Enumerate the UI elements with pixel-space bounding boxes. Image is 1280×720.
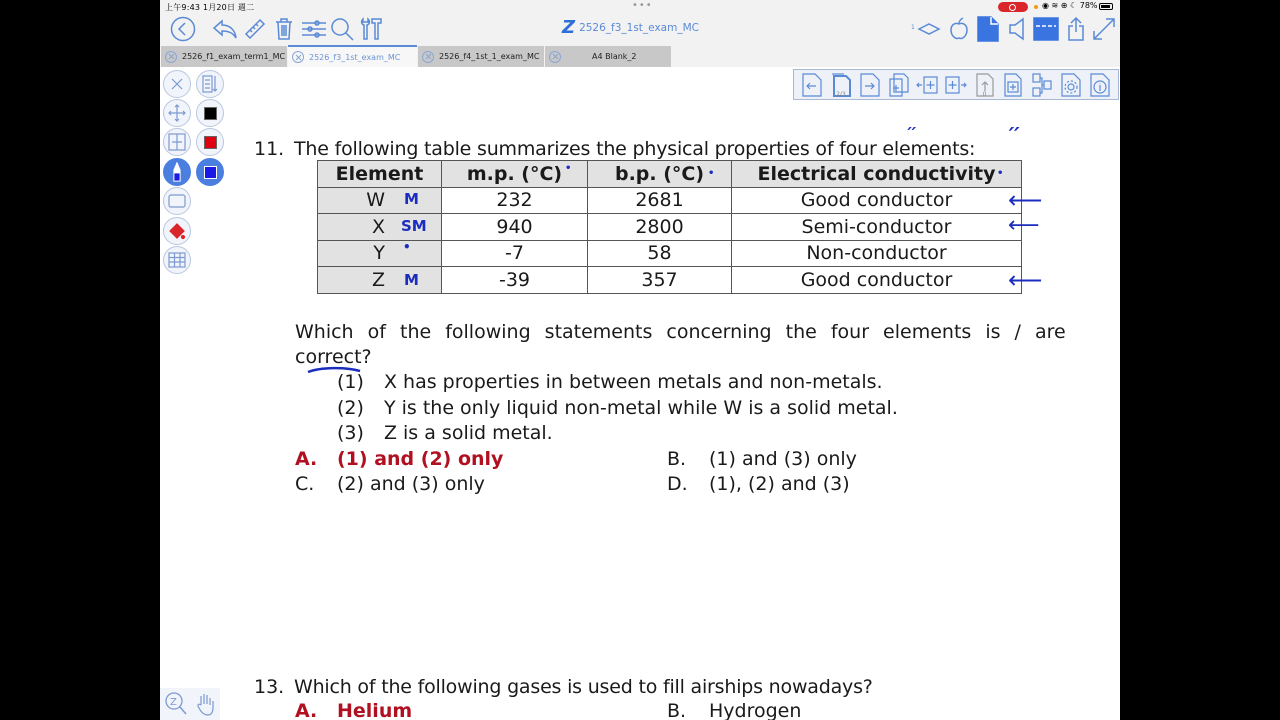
cell-mp: 232 [442,187,588,214]
pen-icon [171,162,183,182]
option-label: B. [667,448,687,470]
close-icon [171,78,183,90]
option-text: Hydrogen [709,700,802,720]
option-label: D. [667,473,688,495]
search-button[interactable] [329,16,355,42]
tools-button[interactable] [359,16,383,42]
ink-arrow: ⟵ [1008,186,1043,214]
option-text: (1) and (3) only [709,448,857,470]
q13-option-a-correct [295,700,412,720]
fill-tool-button[interactable] [163,217,191,245]
question-11-stem-line2: correct? [295,346,372,368]
share-icon [1067,16,1085,42]
undo-button[interactable] [211,16,239,42]
header-element: Element [318,161,442,188]
cell-mp: -39 [442,267,588,294]
color-black-button[interactable] [196,99,224,127]
q13-option-b [667,700,801,720]
option-text: (1), (2) and (3) [709,473,850,495]
apple-button[interactable] [948,16,970,42]
option-label: A. [295,448,318,470]
statement-3 [337,422,553,444]
battery-icon [1099,3,1113,10]
page-scroll-button[interactable] [196,70,224,98]
table-tool-button[interactable] [163,246,191,274]
insert-after-icon [945,73,967,97]
share-button[interactable] [1066,16,1086,42]
expand-button[interactable] [1092,16,1116,42]
page-tools-bar [793,69,1119,100]
close-tab-icon[interactable] [292,51,304,63]
cell-conductivity: Good conductor [732,187,1022,214]
ink-note-y: • [403,240,411,254]
hand-pan-icon[interactable] [195,691,217,717]
ink-note-z: M [404,271,419,289]
next-page-icon [859,73,881,97]
question-13-text: Which of the following gases is used to fill airships nowadays? [294,676,873,698]
move-tool-button[interactable] [163,99,191,127]
ink-dot: • [565,163,572,174]
back-icon [170,16,196,42]
page-info-icon [1089,73,1111,97]
page-settings-icon [1060,73,1082,97]
page-info-button[interactable] [1089,73,1111,97]
document-tabs [160,45,1120,67]
page-settings-button[interactable] [1060,73,1082,97]
system-status-icons: ◉ ≋ ⊕ ☾ 78% [1042,1,1098,10]
statement-number: (2) [337,397,364,419]
color-red-button[interactable] [196,128,224,156]
expand-icon [1092,17,1116,41]
split-view-button[interactable] [163,128,191,156]
tab-2526-f3-1st-exam-mc[interactable] [288,45,417,67]
page-scroll-icon [202,75,218,93]
statement-number: (1) [337,371,364,393]
ink-note-x: SM [401,217,427,235]
trash-button[interactable] [273,16,295,42]
close-palette-button[interactable] [163,70,191,98]
cell-bp: 58 [588,240,732,267]
page-indicator: 1 [911,24,915,31]
multitask-dots[interactable]: ••• [632,0,653,11]
status-bar [160,0,1120,14]
insert-count: 0 [982,90,987,98]
cell-mp: -7 [442,240,588,267]
layout-icon [1033,17,1059,41]
back-button[interactable] [169,16,197,42]
table-row [318,267,1022,294]
close-tab-icon[interactable] [422,51,434,63]
prev-page-button[interactable] [801,73,823,97]
close-tab-icon[interactable] [549,51,561,63]
cell-bp: 357 [588,267,732,294]
option-label: C. [295,473,315,495]
question-11-text: The following table summarizes the physical properties of four elements: [294,138,976,160]
tab-label: 2526_f1_exam_term1_MC [182,52,286,61]
add-page-icon [888,73,910,97]
cell-element: X [318,214,442,241]
insert-after-button[interactable] [945,73,967,97]
ink-note-w: M [404,190,419,208]
pen-tool-button[interactable] [163,158,191,186]
cell-bp: 2681 [588,187,732,214]
split-view-icon [168,133,186,151]
table-header-row [318,161,1022,188]
ipad-screen [160,0,1120,720]
new-page-button[interactable] [1002,73,1024,97]
page-count: 2/3 [836,90,846,98]
rectangle-icon [168,194,186,208]
import-page-button[interactable] [974,73,996,97]
main-toolbar [160,14,1120,45]
new-page-icon [1002,73,1024,97]
table-row [318,187,1022,214]
color-blue-button[interactable] [196,158,224,186]
tab-2526-f1-exam-term1-mc[interactable] [161,46,287,67]
bottom-tools [160,688,220,720]
status-time-date: 上午9:43 1月20日 週二 [165,3,255,12]
option-text: (1) and (2) only [337,448,504,470]
option-d [667,473,850,495]
close-tab-icon[interactable] [165,51,177,63]
layout-button[interactable] [1032,16,1060,42]
option-label: A. [295,700,318,720]
shape-tool-button[interactable] [163,187,191,215]
cell-conductivity: Good conductor [732,267,1022,294]
search-icon [329,16,355,42]
app-logo: Z [562,17,576,38]
paint-bucket-icon [168,222,186,240]
cell-conductivity: Non-conductor [732,240,1022,267]
eraser-icon [917,22,941,36]
ink-dot: • [997,168,1004,179]
ink-dot: • [708,168,715,179]
tools-icon [359,16,383,42]
svg-text:Z: Z [169,697,177,708]
document-button[interactable] [975,16,1001,42]
document-icon [976,16,1000,42]
trash-icon [274,17,294,41]
color-red-swatch [204,136,217,149]
option-label: B. [667,700,687,720]
cell-bp: 2800 [588,214,732,241]
statement-2 [337,397,898,419]
tab-label: A4 Blank_2 [592,52,637,61]
header-bp: b.p. (°C) [588,161,732,188]
zoom-magnifier-icon[interactable] [164,691,188,717]
cell-element: Y [318,240,442,267]
tool-palette [160,67,230,287]
cell-element: W [318,187,442,214]
mic-indicator-icon [1034,5,1038,9]
apple-icon [949,17,969,41]
undo-icon [212,17,238,41]
next-page-button[interactable] [859,73,881,97]
ruler-button[interactable] [242,16,268,42]
table-row [318,240,1022,267]
statement-text: Y is the only liquid non-metal while W is a solid metal. [383,397,898,419]
eraser-button[interactable] [916,16,942,42]
question-11-stem-line1: Which of the following statements concerning the four elements is / are [295,321,1066,343]
move-icon [168,104,186,122]
option-c [295,473,485,495]
cell-element: Z [318,267,442,294]
cell-conductivity: Semi-conductor [732,214,1022,241]
statement-number: (3) [337,422,364,444]
color-black-swatch [204,107,217,120]
statement-1 [337,371,883,393]
reorder-pages-button[interactable] [1031,73,1053,97]
document-title [562,17,699,38]
option-a-correct [295,448,503,470]
question-11-number: 11. [254,138,285,160]
settings-sliders-button[interactable] [301,16,327,42]
screen-recording-indicator[interactable] [998,2,1028,12]
sliders-icon [301,18,327,40]
ink-arrow: ⟵ [1008,266,1043,294]
ink-arrow: ⟵ [1008,213,1040,238]
pages-button[interactable] [830,73,852,97]
add-page-button[interactable] [888,73,910,97]
speaker-button[interactable] [1007,16,1027,42]
question-13-number: 13. [254,676,285,698]
tab-label: 2526_f4_1st_1_exam_MC [439,52,540,61]
option-text: (2) and (3) only [337,473,485,495]
insert-before-icon [916,73,938,97]
statement-text: X has properties in between metals and non-metals. [383,371,883,393]
prev-page-icon [801,73,823,97]
table-icon [168,252,186,268]
tab-2526-f4-1st-1-exam-mc[interactable] [418,46,544,67]
option-text: Helium [337,700,413,720]
ink-quote-mark: ״ [906,121,918,140]
statement-text: Z is a solid metal. [383,422,553,444]
tab-a4-blank-2[interactable] [545,46,671,67]
header-conductivity: Electrical conductivity [732,161,1022,188]
ruler-icon [243,17,267,41]
option-b [667,448,857,470]
document-title-text: 2526_f3_1st_exam_MC [579,22,699,34]
cell-mp: 940 [442,214,588,241]
header-mp: m.p. (°C) [442,161,588,188]
speaker-icon [1008,17,1026,41]
insert-before-button[interactable] [916,73,938,97]
ink-quote-mark: ״ [1007,119,1022,143]
tab-label: 2526_f3_1st_exam_MC [309,52,401,62]
color-blue-swatch [204,166,217,179]
reorder-icon [1031,73,1053,97]
